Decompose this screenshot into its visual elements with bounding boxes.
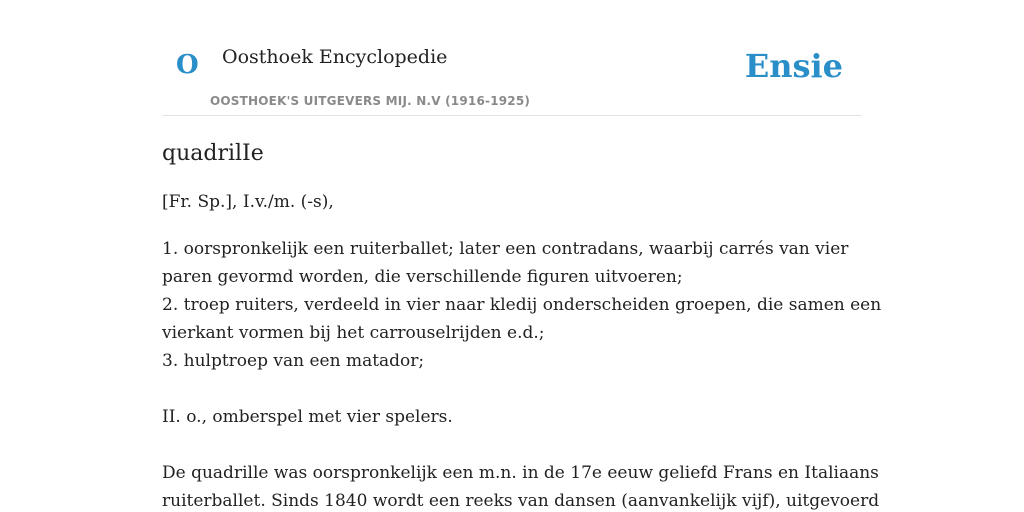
paragraph-spacer: [162, 375, 862, 403]
definition-line: 1. oorspronkelijk een ruiterballet; later een contradans, waarbij carrés van vier: [162, 239, 849, 259]
description-line: De quadrille was oorspronkelijk een m.n. in de 17e eeuw geliefd Frans en Italiaans: [162, 463, 879, 483]
paragraph-spacer: [162, 431, 862, 459]
definition-line: 2. troep ruiters, verdeeld in vier naar kledij onderscheiden groepen, die samen een: [162, 295, 882, 315]
description-line: ruiterballet. Sinds 1840 wordt een reeks van dansen (aanvankelijk vijf), uitgevoerd: [162, 491, 880, 511]
entry-headword: quadrilIe: [162, 141, 264, 166]
definition-line: vierkant vormen bij het carrouselrijden e.d.;: [162, 323, 545, 343]
entry-content: [162, 136, 882, 512]
book-title[interactable]: Oosthoek Encyclopedie: [222, 46, 448, 68]
ensie-logo-link[interactable]: Ensie: [744, 47, 843, 85]
entry-grammar: [Fr. Sp.], I.v./m. (-s),: [162, 192, 334, 212]
letter-badge[interactable]: O: [176, 50, 199, 80]
entry-definitions: [162, 235, 882, 512]
site-header: [162, 0, 862, 116]
definition-line: paren gevormd worden, die verschillende figuren uitvoeren;: [162, 267, 683, 287]
definition-line: 3. hulptroep van een matador;: [162, 351, 425, 371]
publisher-label: OOSTHOEK'S UITGEVERS MIJ. N.V (1916-1925): [210, 94, 531, 108]
definition-line: II. o., omberspel met vier spelers.: [162, 407, 453, 427]
